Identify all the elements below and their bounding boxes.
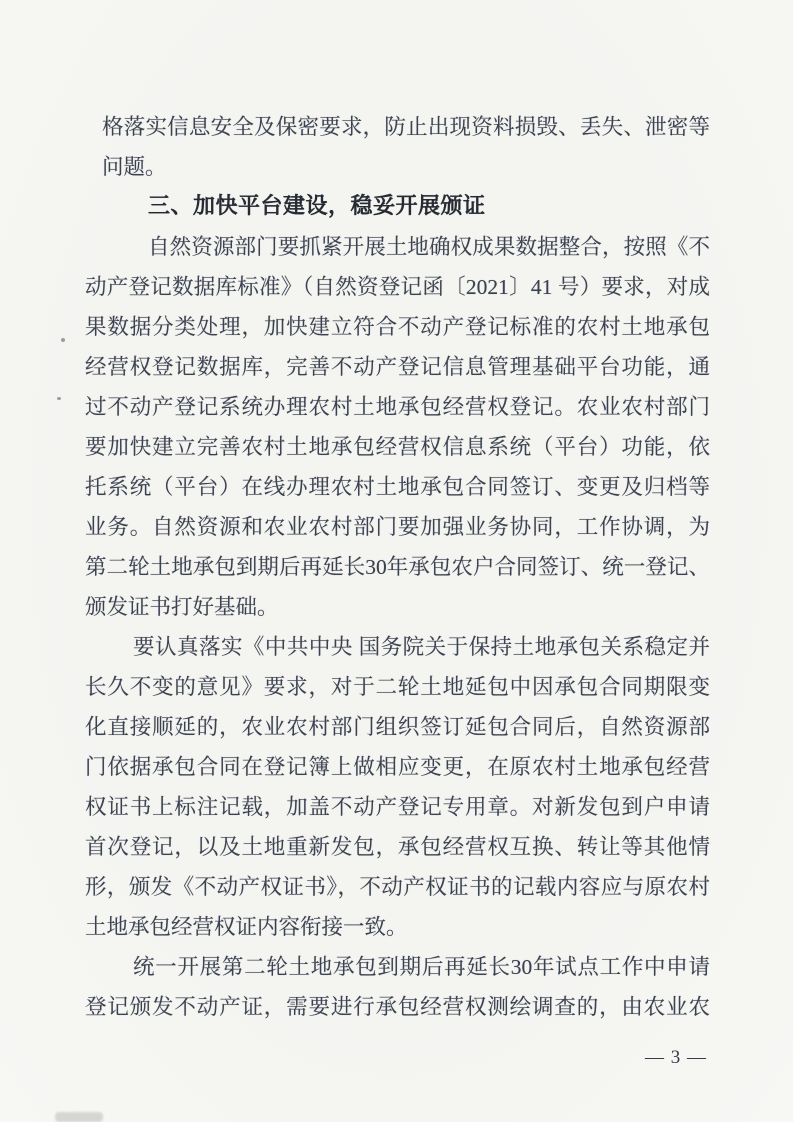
text-line: 登记颁发不动产证，需要进行承包经营权测绘调查的，由农业农 (85, 995, 710, 1019)
text-line: 托系统（平台）在线办理农村土地承包合同签订、变更及归档等 (85, 475, 710, 499)
text-line: 自然资源部门要抓紧开展土地确权成果数据整合，按照《不 (148, 235, 710, 259)
text-line: 经营权登记数据库，完善不动产登记信息管理基础平台功能，通 (85, 355, 710, 379)
scan-smudge (55, 1112, 103, 1122)
text-line: 问题。 (102, 155, 167, 179)
page-number: — 3 — (645, 1047, 707, 1068)
scan-speck (61, 338, 65, 342)
text-line: 业务。自然资源和农业农村部门要加强业务协同，工作协调，为 (85, 515, 710, 539)
text-line: 要认真落实《中共中央 国务院关于保持土地承包关系稳定并 (133, 635, 710, 659)
text-line: 形，颁发《不动产权证书》，不动产权证书的记载内容应与原农村 (85, 875, 710, 899)
text-line: 统一开展第二轮土地承包到期后再延长30年试点工作中申请 (133, 955, 710, 979)
text-line: 要加快建立完善农村土地承包经营权信息系统（平台）功能，依 (85, 435, 710, 459)
text-line: 长久不变的意见》要求，对于二轮土地延包中因承包合同期限变 (85, 675, 710, 699)
section-heading: 三、加快平台建设，稳妥开展颁证 (148, 194, 486, 219)
text-line: 土地承包经营权证内容衔接一致。 (85, 915, 408, 939)
text-line: 果数据分类处理，加快建立符合不动产登记标准的农村土地承包 (85, 315, 710, 339)
text-line: 第二轮土地承包到期后再延长30年承包农户合同签订、统一登记、 (85, 555, 710, 579)
text-line: 首次登记，以及土地重新发包，承包经营权互换、转让等其他情 (85, 835, 710, 859)
text-line: 格落实信息安全及保密要求，防止出现资料损毁、丢失、泄密等 (102, 115, 710, 139)
text-line: 过不动产登记系统办理农村土地承包经营权登记。农业农村部门 (85, 395, 710, 419)
document-text-block (85, 107, 710, 1027)
text-line: 门依据承包合同在登记簿上做相应变更，在原农村土地承包经营 (85, 755, 710, 779)
text-line: 权证书上标注记载，加盖不动产登记专用章。对新发包到户申请 (85, 795, 710, 819)
text-line: 化直接顺延的，农业农村部门组织签订延包合同后，自然资源部 (85, 715, 710, 739)
scan-speck (57, 397, 61, 400)
text-line: 动产登记数据库标准》（自然资登记函〔2021〕41 号）要求，对成 (85, 275, 710, 299)
text-line: 颁发证书打好基础。 (85, 595, 279, 619)
